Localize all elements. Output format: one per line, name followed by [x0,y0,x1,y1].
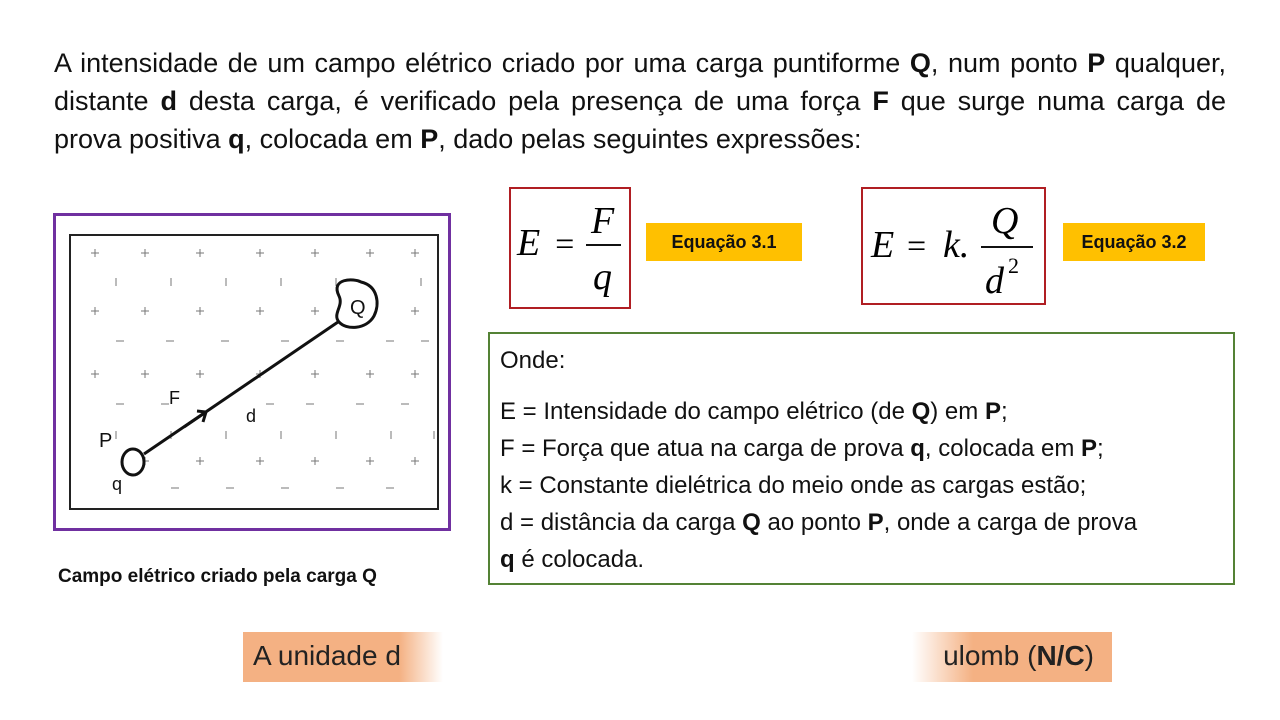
unit-banner-right: ulomb (N/C) [943,640,1094,671]
eq2-numerator: Q [991,200,1019,242]
eq2-exponent: 2 [1008,253,1019,278]
equation-label-3-1: Equação 3.1 [646,223,802,261]
equation-3-1 [509,187,631,309]
charge-q-circle [122,449,144,475]
eq1-lhs: E [517,222,541,264]
eq2-lhs: E [871,224,895,266]
intro-paragraph: A intensidade de um campo elétrico criado por uma carga puntiforme Q, num ponto P qualquer, distante d desta carga, é verificado pela presença de uma força F que surge numa carga de prova positiva q, colocada em P, dado pelas seguintes expressões: [54,48,1226,154]
definition-k: k = Constante dielétrica do meio onde as cargas estão; [500,472,1087,499]
unit-banner [243,632,1112,682]
definitions-heading: Onde: [500,347,566,374]
label-Q: Q [350,297,366,319]
definition-F: F = Força que atua na carga de prova q, colocada em P; [500,435,1104,462]
unit-banner-left: A unidade d [253,640,401,671]
equation-label-3-2: Equação 3.2 [1063,223,1205,261]
definition-d: d = distância da carga Q ao ponto P, onde a carga de prova [500,509,1138,536]
equation-3-2 [861,187,1046,305]
field-diagram [56,216,448,528]
label-F: F [169,388,180,408]
figure-caption: Campo elétrico criado pela carga Q [58,566,377,587]
eq1-equals: = [553,226,576,263]
eq1-numerator: F [591,200,615,242]
definitions-box [488,332,1235,585]
label-d: d [246,406,257,426]
label-q: q [112,474,123,494]
eq2-k: k. [943,224,970,266]
eq1-denominator: q [593,256,612,298]
definition-E: E = Intensidade do campo elétrico (de Q) em P; [500,398,1008,425]
field-figure [53,213,451,531]
label-P: P [99,430,113,452]
eq2-equals: = [907,228,927,265]
definition-q: q é colocada. [500,546,645,573]
eq2-denominator: d [985,260,1004,302]
